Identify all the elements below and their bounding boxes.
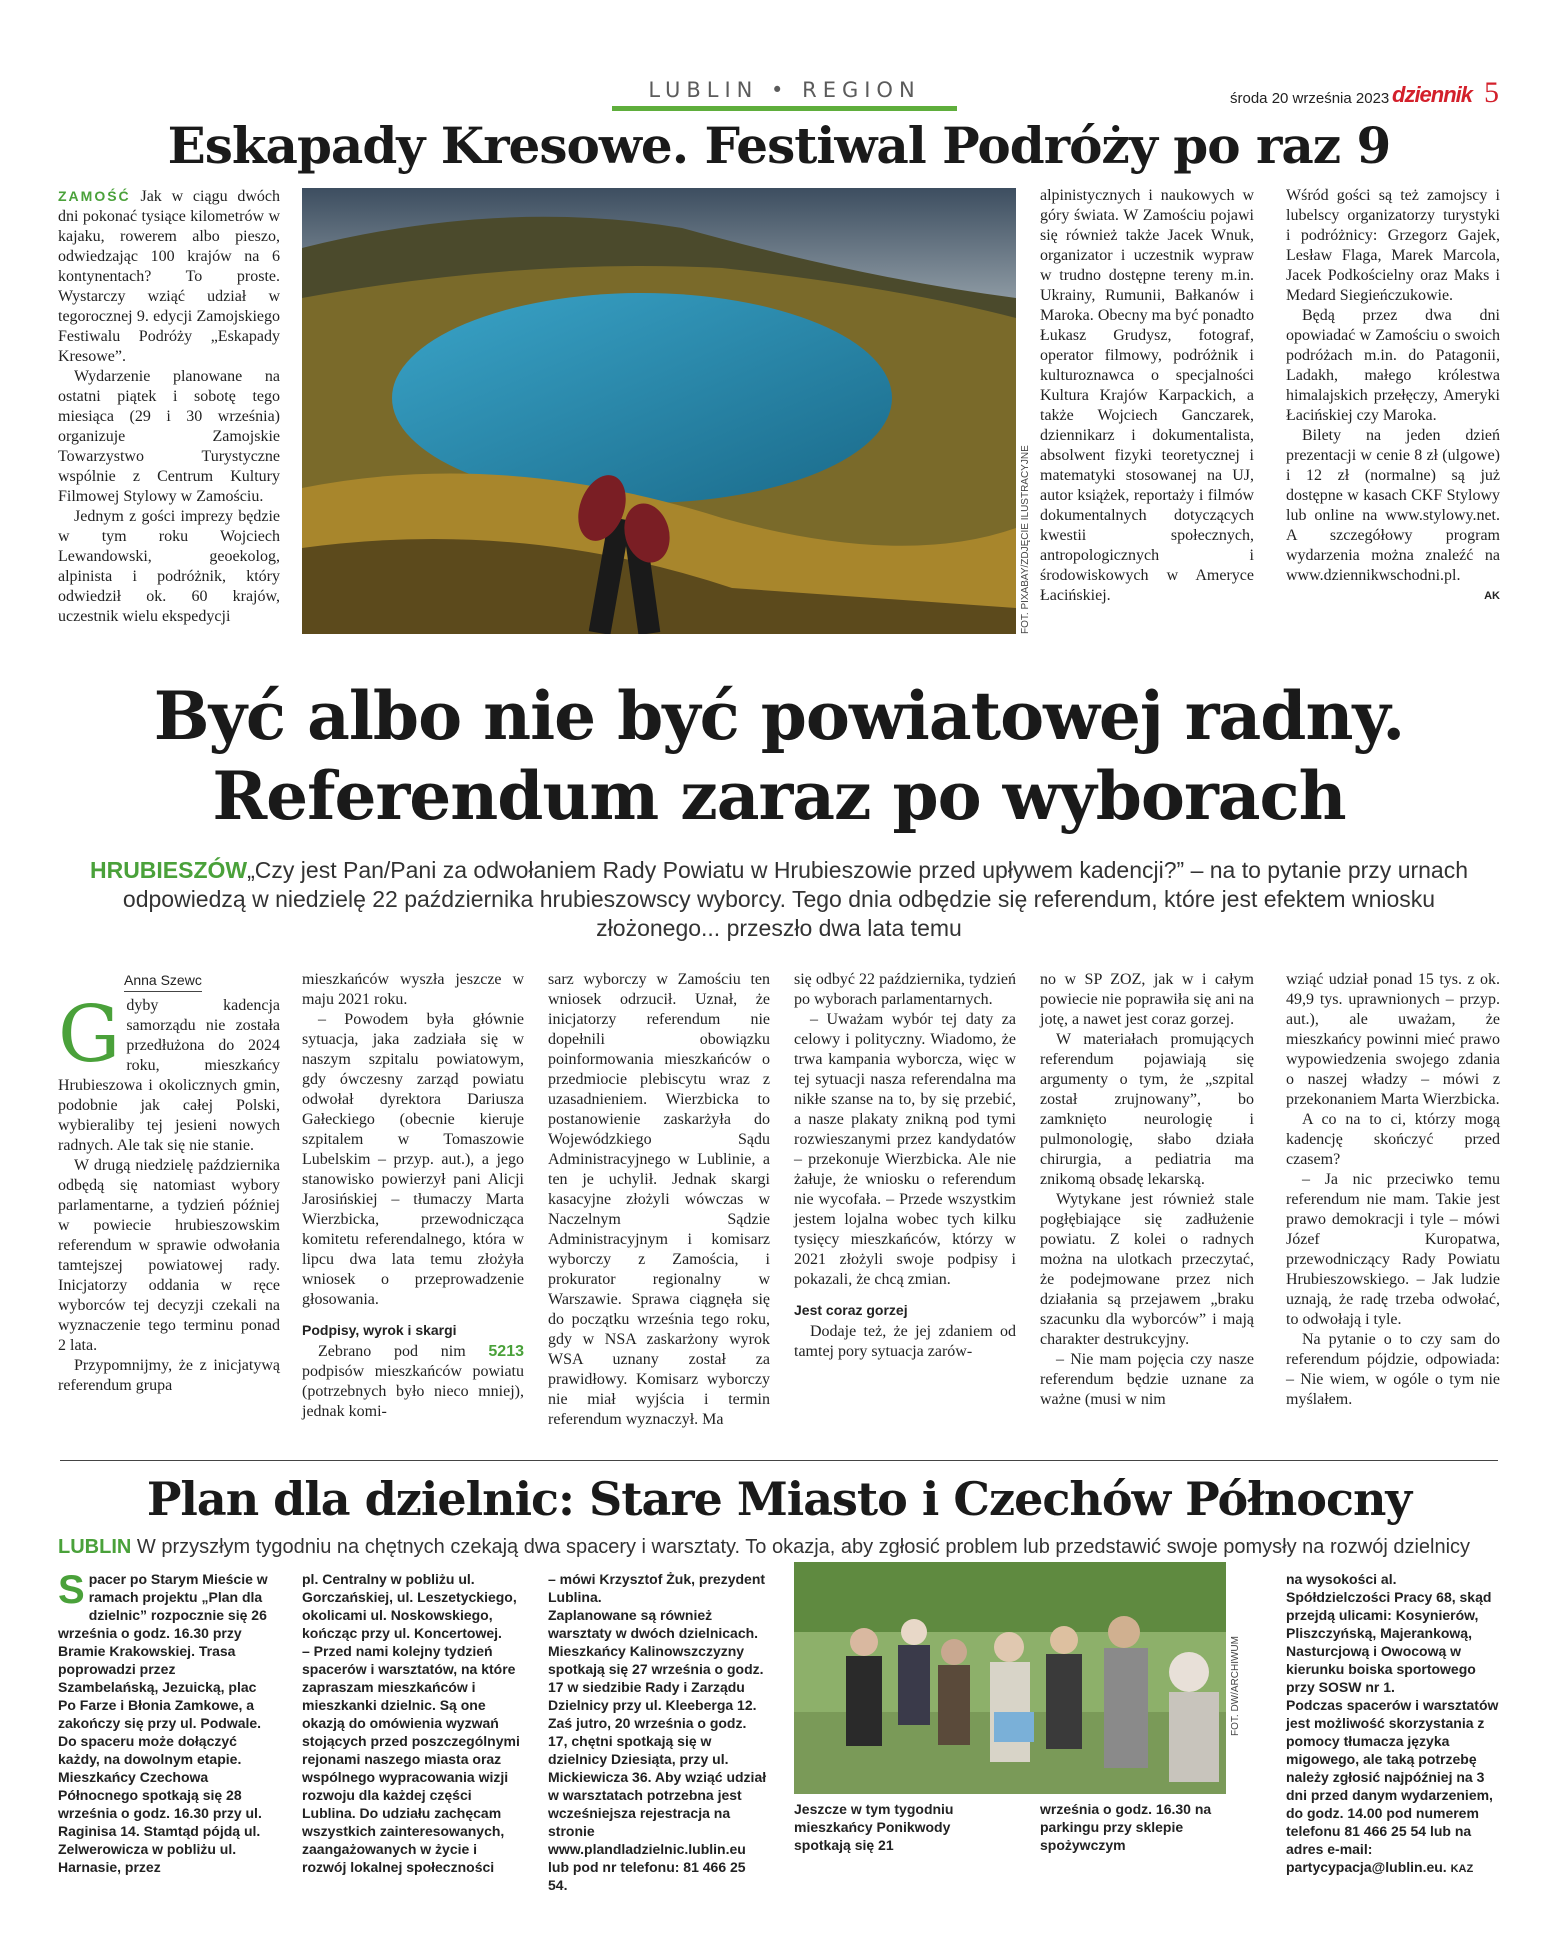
- dropcap: G: [58, 990, 121, 1080]
- article2-column-3: sarz wyborczy w Zamościu ten wniosek odrzucił. Uznał, że inicjatorzy referendum nie dopełnili obowiązku poinformowania mieszkańców o przedmiocie plebiscytu wraz z uzasadnieniem. Wierzbicka to postanowienie zaskarżyła do Wojewódzkiego Sądu Administracyjnego w Lublinie, a ten je uchylił. Jednak skargi kasacyjne złożyli wówczas w Naczelnym Sądzie Administracyjnym i komisarz wyborczy z Zamościa, i prokurator regionalny w Warszawie. Sprawa ciągnęła się do początku września tego roku, gdy w NSA zaskarżony wyrok WSA uznany został za prawidłowy. Komisarz wyborczy nie miał wyjścia i termin referendum wyznaczył. Ma: [548, 971, 770, 1428]
- article2-column-1: Anna Szewc Gdyby kadencja samorządu nie została przedłużona do 2024 roku, mieszkańcy Hrubieszowa i okolicznych gmin, podobnie jak całej Polski, wybieraliby tej jesieni nowych radnych. Ale tak się nie stanie. W drugą niedzielę października odbędą się natomiast wybory parlamentarne, a tydzień później w powiecie hrubieszowskim referendum w sprawie odwołania tamtejszej powiatowej rady. Inicjatorzy oddania w ręce wyborców tej decyzji czekali na wyznaczenie tego terminu ponad 2 lata. Przypomnijmy, że z inicjatywą referendum grupa: [58, 972, 280, 1394]
- article2-column-5: no w SP ZOZ, jak w i całym powiecie nie poprawiła się ani na jotę, a nawet jest coraz gorzej. W materiałach promujących referendum pojawiają się argumenty o tym, że „szpital został zrujnowany”, bo zamknięto neurologię i pulmonologię, słabo działa chirurgia, a pediatria ma znikomą obsadę lekarską. Wytykane jest również stale pogłębiające się zadłużenie powiatu. Z kolei o radnych można na ulotkach przeczytać, że podejmowane przez nich działania są przejawem „braku szacunku dla wyborców” i mają charakter destrukcyjny. – Nie mam pojęcia czy nasze referendum będzie uznane za ważne (musi w nim: [1040, 971, 1254, 1408]
- author-byline: Anna Szewc: [124, 970, 202, 992]
- article2-place: HRUBIESZÓW: [89, 857, 248, 883]
- article3-column-2: pl. Centralny w pobliżu ul. Gorczańskiej, ul. Leszetyckiego, okolicami ul. Noskowskiego, kończąc przy ul. Koncertowej. – Przed nami kolejny tydzień spacerów i warsztatów, na które zapraszam mieszkańców i mieszkanki dzielnic. Są one okazją do omówienia wyzwań stojących przed poszczególnymi rejonami naszego miasta oraz wspólnego wypracowania wizji rozwoju dla każdej części Lublina. Do udziału zachęcam wszystkich zainteresowanych, zaangażowanych w życie i rozwój lokalnej społeczności: [302, 1571, 520, 1875]
- photo-credit: FOT. DW/ARCHIWUM: [1230, 1636, 1241, 1736]
- article2-column-6: wziąć udział ponad 15 tys. z ok. 49,9 tys. uprawnionych – przyp. aut.), ale uważam, że mieszkańcy powinni mieć prawo wypowiedzenia swojego zdania o naszej władzy – mówi z przekonaniem Marta Wierzbicka. A co na to ci, którzy mogą kadencję skończyć przed czasem? – Ja nic przeciwko temu referendum nie mam. Takie jest prawo demokracji i tyle – mówi Józef Kuropatwa, przewodniczący Rady Powiatu Hrubieszowskiego. – Jak ludzie uznają, że radę trzeba odwołać, to odwołają i tyle. Na pytanie o to czy sam do referendum pójdzie, odpowiada: – Nie wiem, w ogóle o tym nie myślałem.: [1286, 971, 1500, 1408]
- section-label: LUBLIN • REGION: [648, 78, 921, 102]
- article3-column-3: – mówi Krzysztof Żuk, prezydent Lublina. Zaplanowane są również warsztaty w dwóch dzielnicach. Mieszkańcy Kalinowszczyzny spotkają się 27 września o godz. 17 w siedzibie Rady i Zarządu Dzielnicy przy ul. Kleeberga 12. Zaś jutro, 20 września o godz. 17, chętni spotkają się w dzielnicy Dziesiąta, przy ul. Mickiewicza 36. Aby wziąć udział w warsztatach potrzebna jest wcześniejsza rejestracja na stronie www.plandladzielnic.lublin.eu lub pod nr telefonu: 81 466 25 54.: [548, 1571, 767, 1893]
- article3-lead: LUBLIN W przyszłym tygodniu na chętnych czekają dwa spacery i warsztaty. To okazja, aby zgłosić problem lub przedstawić swoje pomysły na rozwój dzielnicy: [58, 1536, 1471, 1558]
- brand-logo: dziennik: [1392, 82, 1473, 107]
- subheading: Podpisy, wyrok i skargi: [302, 1322, 457, 1338]
- photo-caption-right: września o godz. 16.30 na parkingu przy sklepie spożywczym: [1040, 1801, 1212, 1853]
- article2-column-4: się odbyć 22 października, tydzień po wyborach parlamentarnych. – Uważam wybór tej daty za celowy i polityczny. Wiadomo, że trwa kampania wyborcza, więc w tej sytuacji nasza referendalna ma nikłe szanse na to, by się przebić, a nasze plakaty znikną pod tymi rozwieszanymi przez kandydatów – przekonuje Wierzbicka. Ale nie żałuje, że wniosku o referendum nie wycofała. – Przede wszystkim jestem lojalna wobec tych kilku tysięcy mieszkańców, którzy w 2021 złożyli swoje podpisy i pokazali, że chcą zmian. Jest coraz gorzej Dodaje też, że jej zdaniem od tamtej pory sytuacja zarów-: [794, 971, 1016, 1360]
- article1-signature: AK: [1484, 590, 1500, 602]
- article2-lead: HRUBIESZÓW„Czy jest Pan/Pani za odwołaniem Rady Powiatu w Hrubieszowie przed upływem kadencji?” – na to pytanie przy urnach odpowiedzą w niedzielę 22 października hrubieszowscy wyborcy. Tego dnia odbędzie się referendum, które jest efektem wniosku złożonego... przeszło dwa lata temu: [89, 857, 1469, 941]
- article3-title: Plan dla dzielnic: Stare Miasto i Czechów Północny: [146, 1472, 1412, 1526]
- article1-column-1: ZAMOŚĆ Jak w ciągu dwóch dni pokonać tysiące kilometrów w kajaku, rowerem albo pieszo, odwiedzając 100 krajów na 6 kontynentach? To proste. Wystarczy wziąć udział w tegorocznej 9. edycji Zamojskiego Festiwalu Podróży „Eskapady Kresowe”. Wydarzenie planowane na ostatni piątek i sobotę tego miesiąca (29 i 30 września) organizuje Zamojskie Towarzystwo Turystyczne wspólnie z Centrum Kultury Filmowej Stylowy w Zamościu. Jednym z gości imprezy będzie w tym roku Wojciech Lewandowski, geoekolog, alpinista i podróżnik, który odwiedził ok. 60 krajów, uczestnik wielu ekspedycji: [58, 188, 281, 625]
- dropcap: S: [58, 1568, 85, 1612]
- article2-title: Być albo nie być powiatowej radny. Referendum zaraz po wyborach: [153, 677, 1405, 835]
- article3-signature: KAZ: [1450, 1863, 1474, 1875]
- article3-column-5: na wysokości al. Spółdzielczości Pracy 68, skąd przejdą ulicami: Kosynierów, Pliszczyńską, Majerankową, Nasturcjową i Owocową w kierunku boiska sportowego przy SOSW nr 1. Podczas spacerów i warsztatów jest możliwość skorzystania z pomocy tłumacza języka migowego, ale taką potrzebę należy zgłosić najpóźniej na 3 dni przed danym wydarzeniem, do godz. 14.00 pod numerem telefonu 81 466 25 54 lub na adres e-mail: partycypacja@lublin.eu. KAZ: [1286, 1571, 1499, 1875]
- page-number: 5: [1484, 76, 1499, 109]
- article1-column-3: Wśród gości są też zamojscy i lubelscy organizatorzy turystyki i podróżnicy: Grzegorz Gajek, Lesław Flaga, Marek Marcola, Jacek Podkościelny oraz Maks i Medard Siegieńczukowie. Będą przez dwa dni opowiadać w Zamościu o swoich podróżach m.in. do Patagonii, Ladakh, małego królestwa himalajskich przełęczy, Ameryki Łacińskiej czy Maroka. Bilety na jeden dzień prezentacji w cenie 8 zł (ulgowe) i 12 zł (normalne) są już dostępne w kasach CKF Stylowy lub online na www.stylowy.net. A szczegółowy program wydarzenia można znaleźć na www.dziennikwschodni.pl. AK: [1286, 186, 1500, 606]
- article3-column-1: Spacer po Starym Mieście w ramach projektu „Plan dla dzielnic” rozpocznie się 26 września o godz. 16.30 przy Bramie Krakowskiej. Trasa poprowadzi przez Szambelańską, Jezuicką, plac Po Farze i Błonia Zamkowe, a zakończy się przy ul. Podwale. Do spaceru może dołączyć każdy, na dowolnym etapie. Mieszkańcy Czechowa Północnego spotkają się 28 września o godz. 16.30 przy ul. Raginisa 14. Stamtąd pójdą ul. Zelwerowicza w pobliżu ul. Harnasie, przez: [58, 1568, 268, 1875]
- subheading: Jest coraz gorzej: [794, 1302, 908, 1318]
- article1-title: Eskapady Kresowe. Festiwal Podróży po raz 9: [167, 116, 1391, 175]
- article1-place: ZAMOŚĆ: [58, 188, 131, 204]
- mountain-lake-photo: [302, 188, 1016, 634]
- section-divider: [60, 1460, 1498, 1461]
- article2-column-2: mieszkańców wyszła jeszcze w maju 2021 roku. – Powodem była głównie sytuacja, jaka zadziała się w naszym szpitalu powiatowym, gdy ówczesny zarząd powiatu odwołał dyrektora Dariusza Gałeckiego (obecnie kieruje szpitalem w Tomaszowie Lubelskim – przyp. aut.), a jego stanowisko powierzył pani Alicji Jarosińskiej – tłumaczy Marta Wierzbicka, przewodnicząca komitetu referendalnego, która w lipcu dwa lata temu złożyła wniosek o przeprowadzenie głosowania. Podpisy, wyrok i skargi Zebrano pod nim 5213 podpisów mieszkańców powiatu (potrzebnych było nieco mniej), jednak komi-: [302, 971, 524, 1420]
- article3-place: LUBLIN: [58, 1536, 132, 1558]
- photo-credit: FOT. PIXABAY/ZDJĘCIE ILUSTRACYJNE: [1020, 445, 1031, 634]
- crowd-meeting-photo: [794, 1562, 1226, 1794]
- section-rule: [612, 106, 957, 111]
- photo-caption-left: Jeszcze w tym tygodniu mieszkańcy Ponikwody spotkają się 21: [794, 1801, 954, 1853]
- issue-date: środa 20 września 2023: [1230, 90, 1390, 107]
- article1-column-2: alpinistycznych i naukowych w góry świata. W Zamościu pojawi się również także Jacek Wnuk, organizator i uczestnik wypraw w trudno dostępne tereny m.in. Ukrainy, Rumunii, Bałkanów i Maroka. Obecny ma być ponadto Łukasz Grudysz, fotograf, operator filmowy, podróżnik i kulturoznawca o specjalności Kultura Krajów Karpackich, a także Wojciech Ganczarek, dziennikarz i dokumentalista, absolwent fizyki teoretycznej i matematyki stosowanej na UJ, autor książek, reportaży i filmów dokumentalnych dotyczących kwestii społecznych, antropologicznych i środowiskowych w Ameryce Łacińskiej.: [1040, 187, 1254, 604]
